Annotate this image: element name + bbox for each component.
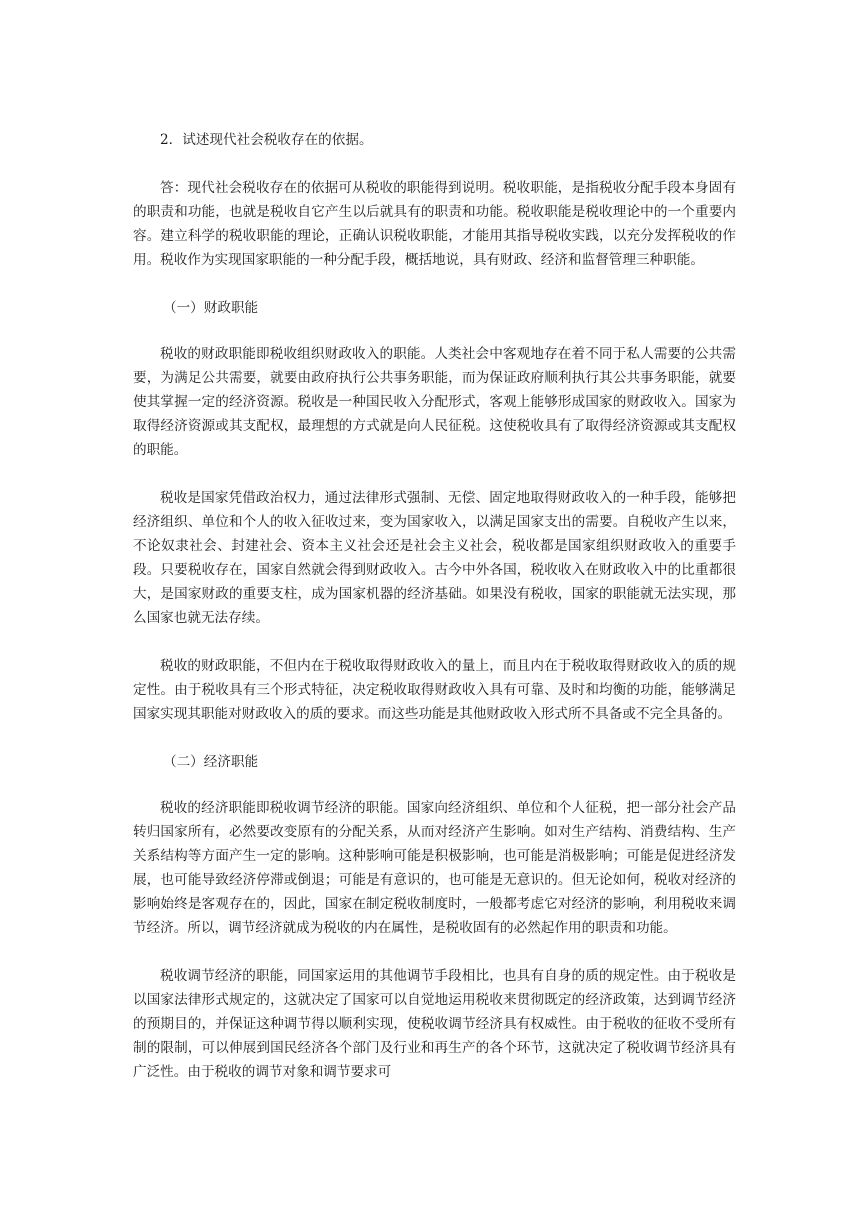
economic-paragraph-1: 税收的经济职能即税收调节经济的职能。国家向经济组织、单位和个人征税，把一部分社会产品转归国家所有，必然要改变原有的分配关系，从而对经济产生影响。如对生产结构、消费结构、生产关系结构等方面产生一定的影响。这种影响可能是积极影响，也可能是消极影响；可能是促进经济发展，也可能导致经济停滞或倒退；可能是有意识的，也可能是无意识的。但无论如何，税收对经济的影响始终是客观存在的，因此，国家在制定税收制度时，一般都考虑它对经济的影响，利用税收来调节经济。所以，调节经济就成为税收的内在属性，是税收固有的必然起作用的职责和功能。 [133, 800, 736, 936]
document-page [133, 128, 736, 1080]
section-heading-fiscal: （一）财政职能 [163, 300, 259, 316]
fiscal-paragraph-3: 税收的财政职能，不但内在于税收取得财政收入的量上，而且内在于税收取得财政收入的质的规定性。由于税收具有三个形式特征，决定税收取得财政收入具有可靠、及时和均衡的功能，能够满足国家实现其职能对财政收入的质的要求。而这些功能是其他财政收入形式所不具备或不完全具备的。 [133, 658, 736, 722]
fiscal-paragraph-2: 税收是国家凭借政治权力，通过法律形式强制、无偿、固定地取得财政收入的一种手段，能够把经济组织、单位和个人的收入征收过来，变为国家收入，以满足国家支出的需要。自税收产生以来，不论奴隶社会、封建社会、资本主义社会还是社会主义社会，税收都是国家组织财政收入的重要手段。只要税收存在，国家自然就会得到财政收入。古今中外各国，税收收入在财政收入中的比重都很大，是国家财政的重要支柱，成为国家机器的经济基础。如果没有税收，国家的职能就无法实现，那么国家也就无法存续。 [133, 490, 736, 626]
answer-paragraph: 答：现代社会税收存在的依据可从税收的职能得到说明。税收职能，是指税收分配手段本身固有的职责和功能，也就是税收自它产生以后就具有的职责和功能。税收职能是税收理论中的一个重要内容。建立科学的税收职能的理论，正确认识税收职能，才能用其指导税收实践，以充分发挥税收的作用。税收作为实现国家职能的一种分配手段，概括地说，具有财政、经济和监督管理三种职能。 [133, 180, 736, 268]
section-heading-economic: （二）经济职能 [163, 754, 259, 770]
question-heading: 2．试述现代社会税收存在的依据。 [160, 132, 373, 148]
economic-paragraph-2: 税收调节经济的职能，同国家运用的其他调节手段相比，也具有自身的质的规定性。由于税收是以国家法律形式规定的，这就决定了国家可以自觉地运用税收来贯彻既定的经济政策，达到调节经济的预期目的，并保证这种调节得以顺利实现，使税收调节经济具有权威性。由于税收的征收不受所有制的限制，可以伸展到国民经济各个部门及行业和再生产的各个环节，这就决定了税收调节经济具有广泛性。由于税收的调节对象和调节要求可 [133, 968, 736, 1080]
fiscal-paragraph-1: 税收的财政职能即税收组织财政收入的职能。人类社会中客观地存在着不同于私人需要的公共需要，为满足公共需要，就要由政府执行公共事务职能，而为保证政府顺利执行其公共事务职能，就要使其掌握一定的经济资源。税收是一种国民收入分配形式，客观上能够形成国家的财政收入。国家为取得经济资源或其支配权，最理想的方式就是向人民征税。这使税收具有了取得经济资源或其支配权的职能。 [133, 346, 736, 458]
